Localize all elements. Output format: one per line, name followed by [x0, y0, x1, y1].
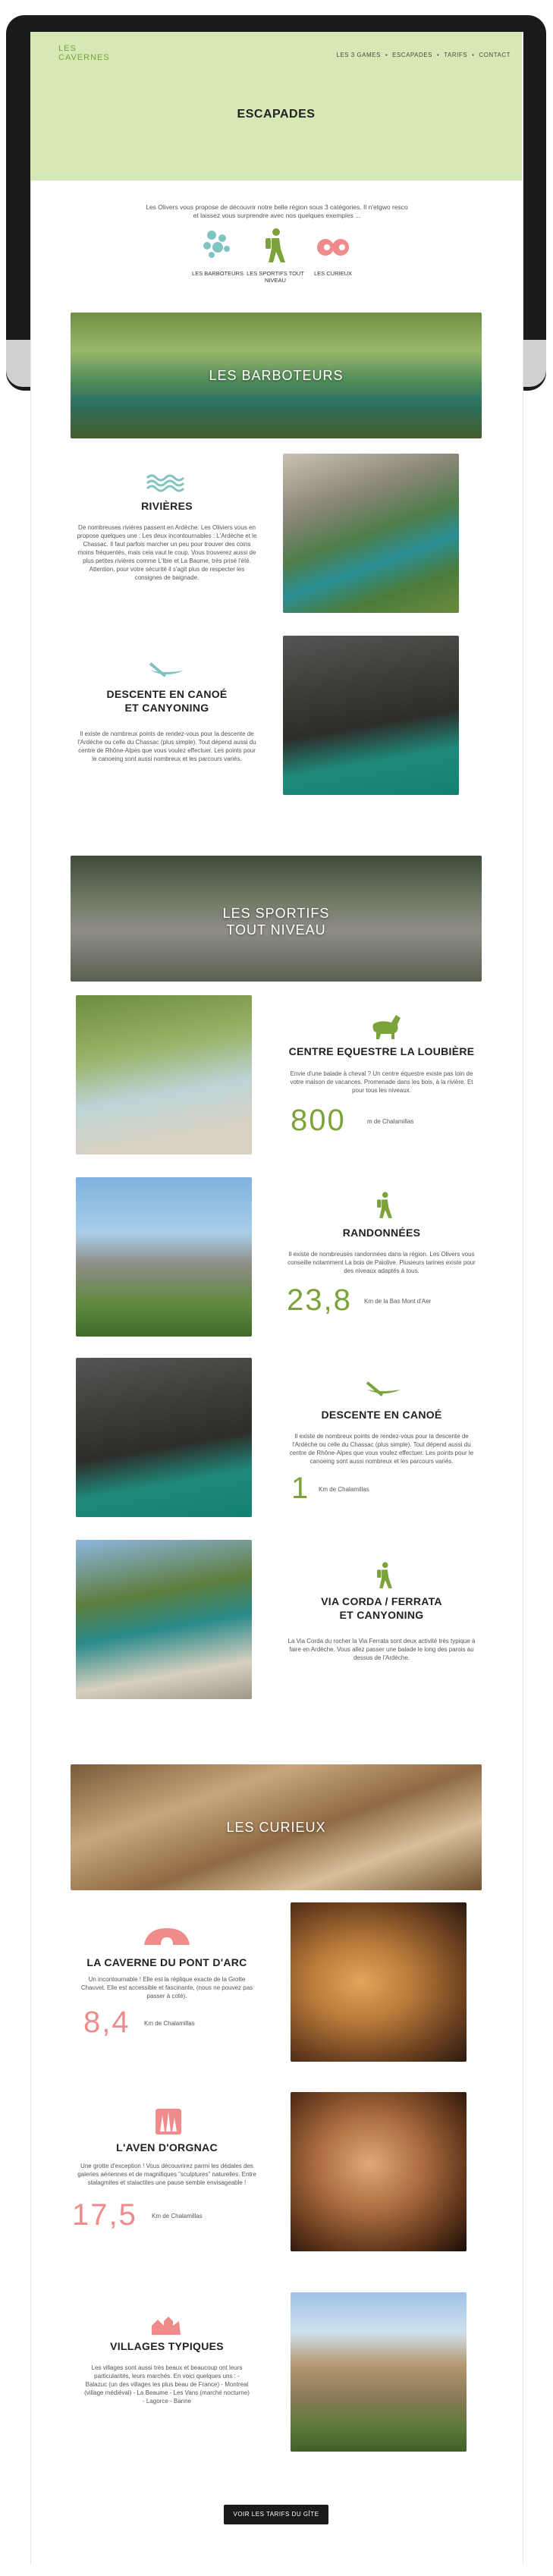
- page-title: ESCAPADES: [237, 108, 316, 121]
- item-title-randonnees: RANDONNÉES: [342, 1227, 421, 1239]
- bubbles-icon[interactable]: [200, 228, 234, 262]
- category-label-sportifs[interactable]: LES SPORTIFS TOUT NIVEAU: [247, 270, 304, 284]
- site-logo[interactable]: [58, 44, 110, 62]
- village-icon: [150, 2317, 182, 2335]
- cave-icon: [143, 1927, 191, 1946]
- section-title-canoe: [76, 687, 258, 715]
- photo-village-typique: [291, 2292, 467, 2452]
- section-text-rivieres: De nombreuses rivières passent en Ardèche. Les Oliviers vous en propose quelques une : Les deux incontournables : L'Ardèche et le Chassac. Il faut parfois marcher un peu pour trouver des coins moins fréquentés, mais cela vaut le coup. Vous trouverez aussi de plus petites rivières comme L'Ibie et La Baume, très prisé l'été. Attention, pour votre sécurité il s'agit plus de respecter les consignes de baignade.: [77, 524, 257, 581]
- nav-item-escapades[interactable]: ESCAPADES: [392, 52, 432, 58]
- photo-canyoning: [283, 636, 459, 795]
- canoe-icon: [149, 657, 185, 680]
- item-text-descente-canoe: Il existe de nombreux points de rendez-vous pour la descente de l'Ardèche ou celle du Chassac (plus simple). Tout dépend aussi du centre de Rhône-Alpes que vous voulez effectuer. Les points pour le canoeing sont aussi nombreux et les parcours variés.: [289, 1433, 474, 1465]
- section-text-canoe: Il existe de nombreux points de rendez-vous pour la descente de l'Ardèche ou celle du Chassac (plus simple). Tout dépend aussi du centre de Rhône-Alpes que vous voulez effectuer. Les points pour le canoeing sont aussi nombreux et les parcours variés.: [77, 730, 256, 762]
- logo-line-1: LES: [58, 44, 77, 53]
- photo-aven-orgnac: [291, 2092, 467, 2251]
- distance-number: 23,8: [287, 1283, 352, 1317]
- item-text-centre-equestre: Envie d'une balade à cheval ? Un centre équestre existe pas loin de votre maison de vacances. Promenade dans les bois, à la rivière. Et pour tous les niveaux.: [290, 1070, 473, 1094]
- intro-text: Les Olivers vous propose de découvrir notre belle région sous 3 catégories. Il n'etgwo resco et laissez vous surprendre avec nos quelques exemples ...: [146, 203, 408, 219]
- hiker-icon: [375, 1191, 394, 1220]
- item-title-centre-equestre: CENTRE EQUESTRE LA LOUBIÈRE: [288, 1045, 475, 1057]
- distance-number: 8,4: [83, 2006, 130, 2039]
- hiker-icon: [375, 1561, 394, 1590]
- title-line-1: DESCENTE EN CANOÉ: [106, 688, 228, 700]
- title-line-2: ET CANYONING: [124, 702, 209, 714]
- item-text-aven-orgnac: Une grotte d'exception ! Vous découvrirez parmi les dédales des galeries aériennes et de magnifiques "sculptures" naturelles. Entre stalagmites et stalactites une pause semble envisageable !: [77, 2163, 256, 2186]
- eyes-icon[interactable]: [316, 237, 350, 258]
- title-line-2: ET CANYONING: [339, 1609, 424, 1621]
- item-text-caverne: Un incontournable ! Elle est la réplique exacte de la Grotte Chauvet. Elle est accessible et fascinante, (nous ne pouvez pas passer à coté).: [80, 1976, 253, 2000]
- item-title-descente-canoe: DESCENTE EN CANOÉ: [321, 1409, 442, 1421]
- section-title-rivieres: RIVIÈRES: [141, 500, 193, 512]
- horse-icon: [369, 1010, 404, 1039]
- distance-number: 17,5: [72, 2198, 137, 2232]
- photo-canyoning: [76, 1358, 252, 1517]
- distance-label: Km de Chalamillas: [152, 2213, 203, 2219]
- canoe-icon: [366, 1376, 402, 1399]
- item-text-villages: Les villages sont aussi très beaux et beaucoup ont leurs particularités, leurs marchés. En voici quelques uns : - Balazuc (un des villages les plus beau de France) - Montreal (village médiéval) - La Beaume - Les Vans (marché nocturne) - Lagorce - Banne: [84, 2364, 250, 2405]
- photo-caverne-pont-arc: [291, 1902, 467, 2062]
- waves-icon: [146, 473, 188, 493]
- item-title-caverne: LA CAVERNE DU PONT D'ARC: [86, 1956, 247, 1968]
- photo-rock-formation: [76, 1177, 252, 1337]
- nav-separator: •: [472, 52, 475, 58]
- nav-item-contact[interactable]: CONTACT: [479, 52, 511, 58]
- item-title-villages: VILLAGES TYPIQUES: [110, 2340, 224, 2352]
- banner-river-shape: [71, 396, 482, 438]
- photo-river-gorge: [283, 454, 459, 613]
- stalagmite-icon: [156, 2109, 181, 2135]
- banner-line-2: TOUT NIVEAU: [226, 922, 326, 938]
- category-label-curieux[interactable]: LES CURIEUX: [313, 270, 352, 277]
- nav-separator: •: [436, 52, 440, 58]
- view-rates-button[interactable]: VOIR LES TARIFS DU GÎTE: [224, 2505, 328, 2524]
- item-text-via-corda: La Via Corda du rocher la Via Ferrata sont deux activité très typique à faire en Ardèche. Vous allez passer une balade le long des parois au dessus de l'Ardèche.: [287, 1638, 476, 1661]
- item-text-randonnees: Il existe de nombreuses randonnées dans la région. Les Olivers vous conseille notamment La bois de Paiolive. Plusieurs tarines existe pour des niveaux adaptés à tous.: [287, 1251, 476, 1274]
- photo-horse-riding: [76, 995, 252, 1154]
- nav-item-3-games[interactable]: LES 3 GAMES: [336, 52, 381, 58]
- item-title-via-corda: [279, 1594, 484, 1622]
- banner-line-1: LES SPORTIFS: [222, 906, 330, 921]
- item-title-aven-orgnac: L'AVEN D'ORGNAC: [116, 2141, 218, 2153]
- distance-number: 1: [291, 1472, 310, 1505]
- distance-label: Km de Chalamillas: [144, 2020, 195, 2027]
- logo-line-2: CAVERNES: [58, 53, 110, 62]
- category-label-barboteurs[interactable]: LES BARBOTEURS: [192, 270, 244, 277]
- distance-label: Km de Chalamillas: [319, 1486, 369, 1493]
- banner-label-barboteurs: LES BARBOTEURS: [209, 368, 344, 383]
- title-line-1: VIA CORDA / FERRATA: [321, 1595, 442, 1607]
- banner-label-sportifs: [71, 905, 482, 938]
- hiker-icon[interactable]: [262, 228, 288, 264]
- distance-number: 800: [291, 1104, 346, 1137]
- nav-item-tarifs[interactable]: TARIFS: [444, 52, 468, 58]
- nav-separator: •: [385, 52, 388, 58]
- photo-via-ferrata: [76, 1540, 252, 1699]
- distance-label: Km de la Bas Mont d'Aer: [364, 1298, 432, 1305]
- main-nav: [336, 52, 511, 58]
- banner-label-curieux: LES CURIEUX: [226, 1820, 326, 1835]
- distance-label: m de Chalamillas: [367, 1118, 414, 1125]
